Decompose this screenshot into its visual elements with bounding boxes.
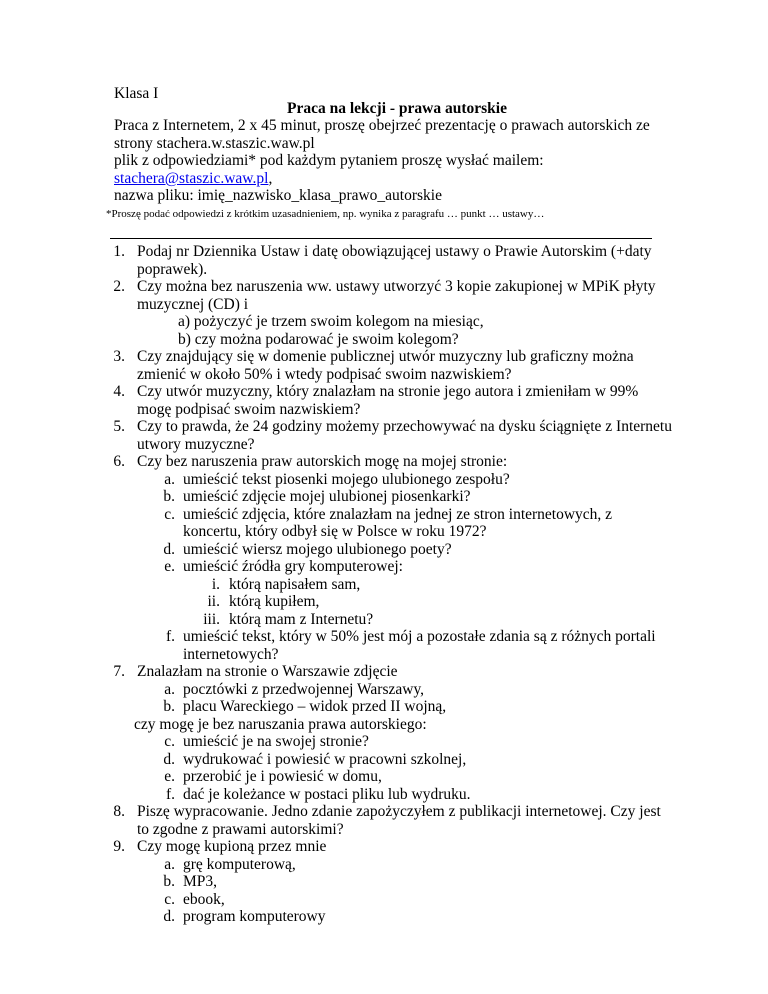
question-continuation: czy mogę je bez naruszania prawa autorskiego:: [134, 716, 427, 733]
question-text: mogę podpisać swoim nazwiskiem?: [137, 401, 361, 418]
sub-item-letter: b.: [163, 873, 175, 890]
question-number: 7.: [113, 663, 125, 680]
sub-item-letter: b.: [163, 698, 175, 715]
sub-sub-item: którą mam z Internetu?: [229, 611, 374, 628]
question-text: Czy utwór muzyczny, który znalazłam na stronie jego autora i zmieniłam w 99%: [137, 383, 639, 400]
sub-item-letter: c.: [164, 891, 175, 908]
sub-item: koncertu, który odbył się w Polsce w roku 1972?: [183, 523, 487, 540]
sub-sub-item-numeral: i.: [211, 576, 220, 593]
sub-item: pocztówki z przedwojennej Warszawy,: [183, 681, 425, 698]
sub-item: program komputerowy: [183, 908, 326, 925]
intro-line-3: plik z odpowiedziami* pod każdym pytaniem proszę wysłać mailem:: [114, 152, 544, 169]
sub-item: umieścić zdjęcia, które znalazłam na jednej ze stron internetowych, z: [183, 506, 613, 523]
email-link[interactable]: stachera@staszic.waw.pl: [114, 170, 269, 187]
sub-item-letter: a.: [164, 681, 175, 698]
sub-item: umieścić je na swojej stronie?: [183, 733, 369, 750]
sub-item-letter: c.: [164, 506, 175, 523]
class-label: Klasa I: [114, 85, 159, 102]
sub-item-letter: d.: [163, 908, 175, 925]
sub-sub-item: którą kupiłem,: [229, 593, 320, 610]
sub-item-letter: d.: [163, 541, 175, 558]
question-number: 5.: [113, 418, 125, 435]
question-number: 1.: [113, 243, 125, 260]
sub-item-letter: a.: [164, 856, 175, 873]
sub-item: przerobić je i powiesić w domu,: [183, 768, 382, 785]
sub-item-letter: a.: [164, 471, 175, 488]
sub-item: a) pożyczyć je trzem swoim kolegom na miesiąc,: [178, 313, 484, 330]
sub-item: grę komputerową,: [183, 856, 296, 873]
sub-item: placu Wareckiego – widok przed II wojną,: [183, 698, 447, 715]
sub-item: internetowych?: [183, 646, 279, 663]
sub-item-letter: d.: [163, 751, 175, 768]
question-text: muzycznej (CD) i: [137, 296, 249, 313]
question-text: zmienić w około 50% i wtedy podpisać swoim nazwiskiem?: [137, 366, 512, 383]
question-text: poprawek).: [137, 261, 208, 278]
question-text: Czy bez naruszenia praw autorskich mogę na mojej stronie:: [137, 453, 508, 470]
question-text: Czy to prawda, że 24 godziny możemy przechowywać na dysku ściągnięte z Internetu: [137, 418, 672, 435]
question-number: 9.: [113, 838, 125, 855]
footnote: *Proszę podać odpowiedzi z krótkim uzasadnieniem, np. wynika z paragrafu … punkt … ustawy…: [106, 208, 545, 220]
sub-sub-item-numeral: iii.: [203, 611, 220, 628]
question-text: Znalazłam na stronie o Warszawie zdjęcie: [137, 663, 398, 680]
sub-item: b) czy można podarować je swoim kolegom?: [178, 331, 459, 348]
question-text: Piszę wypracowanie. Jedno zdanie zapożyczyłem z publikacji internetowej. Czy jest: [137, 803, 661, 820]
sub-sub-item-numeral: ii.: [207, 593, 220, 610]
sub-item: ebook,: [183, 891, 225, 908]
sub-sub-item: którą napisałem sam,: [229, 576, 361, 593]
question-text: Czy można bez naruszenia ww. ustawy utworzyć 3 kopie zakupionej w MPiK płyty: [137, 278, 656, 295]
sub-item: umieścić źródła gry komputerowej:: [183, 558, 403, 575]
intro-line-2: strony stachera.w.staszic.waw.pl: [114, 135, 315, 152]
question-text: to zgodne z prawami autorskimi?: [137, 821, 344, 838]
sub-item: umieścić wiersz mojego ulubionego poety?: [183, 541, 452, 558]
question-text: utwory muzyczne?: [137, 436, 255, 453]
sub-item-letter: e.: [164, 768, 175, 785]
filename-line: nazwa pliku: imię_nazwisko_klasa_prawo_autorskie: [114, 187, 442, 204]
intro-line-1: Praca z Internetem, 2 x 45 minut, proszę obejrzeć prezentację o prawach autorskich ze: [114, 117, 650, 134]
sub-item: umieścić tekst, który w 50% jest mój a pozostałe zdania są z różnych portali: [183, 628, 656, 645]
email-line: [114, 170, 272, 188]
question-number: 4.: [113, 383, 125, 400]
question-number: 3.: [113, 348, 125, 365]
page-title: Praca na lekcji - prawa autorskie: [287, 100, 507, 117]
question-number: 8.: [113, 803, 125, 820]
divider: [110, 238, 652, 239]
question-number: 2.: [113, 278, 125, 295]
question-number: 6.: [113, 453, 125, 470]
sub-item-letter: e.: [164, 558, 175, 575]
sub-item: umieścić tekst piosenki mojego ulubionego zespołu?: [183, 471, 510, 488]
sub-item-letter: f.: [165, 628, 175, 645]
sub-item: dać je koleżance w postaci pliku lub wydruku.: [183, 786, 471, 803]
question-text: Czy znajdujący się w domenie publicznej utwór muzyczny lub graficzny można: [137, 348, 634, 365]
sub-item: wydrukować i powiesić w pracowni szkolnej,: [183, 751, 467, 768]
sub-item: MP3,: [183, 873, 218, 890]
email-suffix: ,: [268, 170, 273, 187]
sub-item-letter: c.: [164, 733, 175, 750]
question-text: Czy mogę kupioną przez mnie: [137, 838, 327, 855]
question-text: Podaj nr Dziennika Ustaw i datę obowiązującej ustawy o Prawie Autorskim (+daty: [137, 243, 652, 260]
sub-item-letter: b.: [163, 488, 175, 505]
sub-item-letter: f.: [165, 786, 175, 803]
sub-item: umieścić zdjęcie mojej ulubionej piosenkarki?: [183, 488, 471, 505]
